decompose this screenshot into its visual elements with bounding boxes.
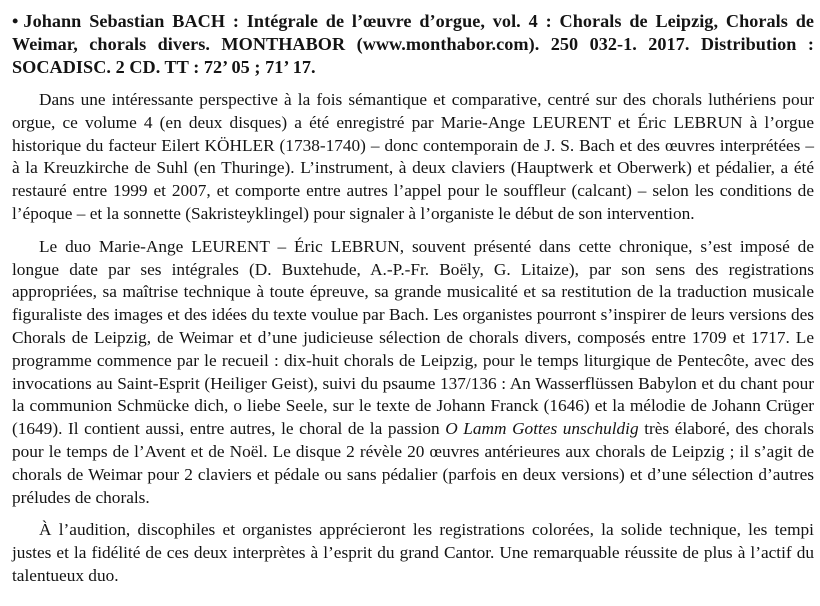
paragraph-program-start: Le duo Marie-Ange LEURENT – Éric LEBRUN, souvent présenté dans cette chronique, s’est imposé de longue date par ses intégrales (D. Buxtehude, A.-P.-Fr. Boëly, G. Litaize), par son sens des registrations appropriées, sa maîtrise technique à toute épreuve, sa grande musicalité et sa restitution de la traduction musicale figuraliste des images et des idées du texte voulue par Bach. Les organistes pourront s’inspirer de leurs versions des Chorals de Leipzig, de Weimar et d’une judicieuse sélection de chorals divers, composés entre 1709 et 1717. Le programme commence par le recueil : dix-huit chorals de Leipzig, pour le temps liturgique de Pentecôte, avec des invocations au Saint-Esprit (Heiliger Geist), suivi du psaume 137/136 : An Wasserflüssen Babylon et du chant pour la communion Schmücke dich, o liebe Seele, sur le texte de Johann Franck (1646) et la mélodie de Johann Crüger (1649). Il contient aussi, entre autres, le choral de la passion [12, 236, 814, 439]
review-heading [12, 10, 814, 79]
bullet-marker: • [12, 11, 19, 31]
paragraph-program-details [12, 236, 814, 510]
paragraph-program-end: très élaboré, des chorals pour le temps de l’Avent et de Noël. Le disque 2 révèle 20 œuvres antérieures aux chorals de Leipzig ; il s’agit de chorals de Weimar pour 2 claviers et pédale ou sans pédalier (parfois en deux versions) et d’une sélection d’autres préludes de chorals. [12, 419, 814, 507]
paragraph-conclusion: À l’audition, discophiles et organistes apprécieront les registrations colorées, la solide technique, les tempi justes et la fidélité de ces deux interprètes à l’esprit du grand Cantor. Une remarquable réussite de plus à l’actif du talentueux duo. [12, 520, 814, 585]
choral-title-italic: O Lamm Gottes unschuldig [445, 419, 639, 439]
heading-text: Johann Sebastian BACH : Intégrale de l’œuvre d’orgue, vol. 4 : Chorals de Leipzig, Chorals de Weimar, chorals divers. MONTHABOR (www.monthabor.com). 250 032-1. 2017. Distribution : SOCADISC. 2 CD. TT : 72’ 05 ; 71’ 17. [12, 11, 814, 77]
paragraph-recording-context: Dans une intéressante perspective à la fois sémantique et comparative, centré sur des chorals luthériens pour orgue, ce volume 4 (en deux disques) a été enregistré par Marie-Ange LEURENT et Éric LEBRUN à l’orgue historique du facteur Eilert KÖHLER (1738-1740) – donc contemporain de J. S. Bach et des œuvres interprétées – à la Kreuzkirche de Suhl (en Thuringe). L’instrument, à deux claviers (Hauptwerk et Oberwerk) et pédalier, a été restauré entre 1999 et 2007, et comporte entre autres l’appel pour le souffleur (calcant) – selon les conditions de l’époque – et la sonnette (Sakristeyklingel) pour signaler à l’organiste le début de son intervention. [12, 90, 814, 223]
